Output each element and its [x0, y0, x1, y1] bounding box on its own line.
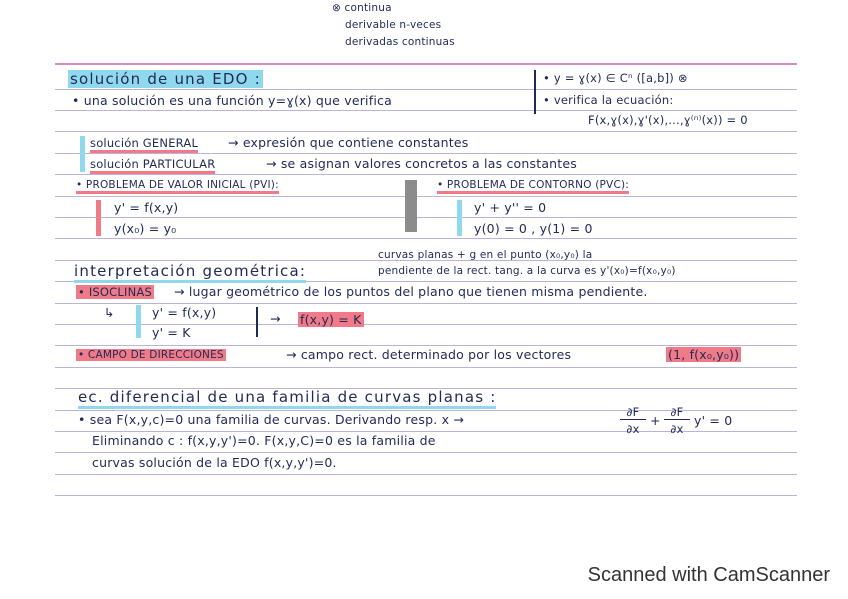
isoclinas-equation-1: y' = f(x,y) [152, 305, 217, 320]
family-line-3: curvas solución de la EDO f(x,y,y')=0. [92, 455, 337, 470]
isoclinas-equation-2: y' = K [152, 325, 191, 340]
fraction-denominator-2: ∂x [670, 422, 684, 436]
blue-bar [457, 200, 462, 236]
pvc-title: • PROBLEMA DE CONTORNO (PVC): [437, 179, 629, 191]
campo-text: → campo rect. determinado por los vectores [286, 347, 572, 362]
section3-title: ec. diferencial de una familia de curvas planas : [78, 388, 496, 406]
hook-arrow: ↳ [104, 305, 115, 320]
blue-margin-bar [80, 136, 85, 172]
scanner-watermark: Scanned with CamScanner [587, 564, 830, 586]
bracket [534, 70, 536, 114]
pvi-title: • PROBLEMA DE VALOR INICIAL (PVI): [76, 179, 279, 191]
ruled-line [55, 89, 797, 90]
condition-2: • verifica la ecuación: [543, 93, 674, 107]
fraction-numerator: ∂F [620, 405, 646, 420]
fraction-numerator-2: ∂F [664, 405, 690, 420]
header-note-1: ⊗ continua [332, 2, 392, 14]
ruled-line [55, 153, 797, 154]
ruled-line [55, 131, 797, 132]
section1-title: solución de una EDO : [70, 70, 261, 88]
pvc-equation-1: y' + y'' = 0 [474, 200, 547, 215]
ruled-line [55, 452, 797, 453]
family-line-2: Eliminando c : f(x,y,y')=0. F(x,y,C)=0 es la familia de [92, 433, 436, 448]
campo-vector: (1, f(x₀,y₀)) [668, 347, 740, 362]
isoclinas-result: f(x,y) = K [300, 312, 362, 327]
pvi-equation-1: y' = f(x,y) [114, 200, 179, 215]
ruled-line [55, 474, 797, 475]
solution-definition: • una solución es una función y=ɣ(x) que verifica [72, 93, 392, 108]
campo-label: • CAMPO DE DIRECCIONES [78, 349, 224, 361]
general-solution: solución GENERAL [90, 136, 198, 150]
ruled-line [55, 196, 797, 197]
blue-bar [136, 305, 141, 338]
pvi-equation-2: y(x₀) = y₀ [114, 221, 177, 236]
particular-solution: solución PARTICULAR [90, 157, 215, 171]
condition-3: F(x,ɣ(x),ɣ'(x),...,ɣ⁽ⁿ⁾(x)) = 0 [588, 113, 748, 127]
ruled-line [55, 367, 797, 368]
divider-block [405, 180, 417, 232]
isoclinas-text: → lugar geométrico de los puntos del plano que tienen misma pendiente. [174, 284, 648, 299]
general-solution-text: → expresión que contiene constantes [228, 135, 469, 150]
particular-solution-text: → se asignan valores concretos a las constantes [266, 156, 577, 171]
ruled-line [55, 345, 797, 346]
geometric-note-2: pendiente de la rect. tang. a la curva es y'(x₀)=f(x₀,y₀) [378, 265, 676, 277]
geometric-note-1: curvas planas + g en el punto (x₀,y₀) la [378, 249, 593, 261]
ruled-line [55, 217, 797, 218]
bracket [256, 307, 258, 337]
ruled-line [55, 110, 797, 111]
family-line-1: • sea F(x,y,c)=0 una familia de curvas. Derivando resp. x → [78, 412, 465, 427]
plus-sign: + [650, 413, 661, 428]
ruled-line [55, 238, 797, 239]
header-note-3: derivadas continuas [345, 36, 455, 48]
ruled-line [55, 303, 797, 304]
arrow: → [270, 311, 281, 326]
condition-1: • y = ɣ(x) ∈ Cⁿ ([a,b]) ⊗ [543, 71, 688, 85]
isoclinas-label: • ISOCLINAS [78, 285, 152, 299]
pvc-equation-2: y(0) = 0 , y(1) = 0 [474, 221, 593, 236]
margin-line [55, 63, 797, 65]
equation-tail: y' = 0 [694, 413, 733, 428]
header-note-2: derivable n-veces [345, 19, 442, 31]
red-bar [96, 200, 101, 236]
fraction-denominator: ∂x [626, 422, 640, 436]
ruled-line [55, 174, 797, 175]
section2-title: interpretación geométrica: [74, 262, 306, 280]
ruled-line [55, 495, 797, 496]
